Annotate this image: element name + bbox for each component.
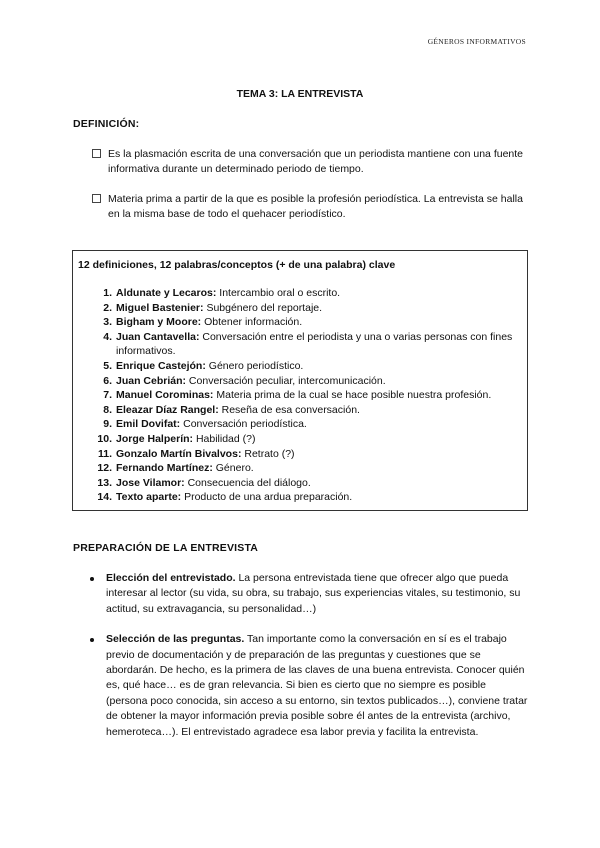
author-name: Texto aparte: <box>116 491 182 504</box>
item-lead: Selección de las preguntas. <box>106 633 245 646</box>
author-definition: Materia prima de la cual se hace posible nuestra profesión. <box>213 389 492 402</box>
author-definition: Conversación peculiar, intercomunicación. <box>186 374 386 387</box>
item-number: 9. <box>103 418 112 431</box>
item-text: La persona entrevistada tiene que ofrecer algo que pueda interesar al lector (su vida, su obra, su trabajo, sus experiencias vitales, su testimonio, su actitud, su extravagancia, su personalidad…) <box>106 572 521 615</box>
author-definition: Producto de una ardua preparación. <box>181 491 353 504</box>
preparation-list <box>90 571 528 755</box>
author-name: Jorge Halperín: <box>116 432 194 445</box>
item-lead: Elección del entrevistado. <box>106 572 236 584</box>
list-item <box>94 388 524 403</box>
author-name: Juan Cebrián: <box>116 374 187 387</box>
item-text: Tan importante como la conversación en sí es el trabajo previo de documentación y de preparación de las preguntas y cuestiones que se abordarán. De hecho, es la primera de las claves de una buena entrevista. Conocer quién es, qué hace… es de gran relevancia. Si bien es cierto que no siempre es posible (persona poco conocida, sin acceso a su entorno, sin textos publicados…), conviene tratar de obtener la mayor información previa posible sobre él antes de la entrevista (archivo, hemeroteca…). El entrevistado agradece esa labor previa y facilita la entrevista. <box>106 633 528 738</box>
item-number: 3. <box>103 316 112 329</box>
author-definition: Conversación periodística. <box>180 418 307 431</box>
author-definition: Consecuencia del diálogo. <box>184 476 311 489</box>
list-item <box>94 447 524 462</box>
list-item <box>94 403 524 418</box>
list-item <box>90 632 528 740</box>
author-definition: Conversación entre el periodista y una o varias personas con fines informativos. <box>116 330 513 358</box>
definition-heading: DEFINICIÓN: <box>73 118 140 130</box>
author-name: Jose Vilamor: <box>116 476 185 489</box>
list-item <box>90 571 528 617</box>
definition-item <box>92 147 532 177</box>
item-number: 4. <box>103 330 112 343</box>
author-name: Aldunate y Lecaros: <box>116 287 217 299</box>
author-name: Emil Dovifat: <box>116 418 181 431</box>
author-name: Fernando Martínez: <box>116 462 213 475</box>
author-definition: Obtener información. <box>201 316 303 329</box>
list-item <box>94 330 524 359</box>
author-definition: Intercambio oral o escrito. <box>216 287 341 299</box>
list-item <box>94 301 524 316</box>
list-item <box>94 490 524 505</box>
definition-text: Materia prima a partir de la que es posible la profesión periodística. La entrevista se halla en la misma base de todo el quehacer periodístico. <box>108 193 523 220</box>
item-number: 2. <box>103 301 112 314</box>
list-item <box>94 476 524 491</box>
author-name: Bigham y Moore: <box>116 316 202 329</box>
item-number: 11. <box>97 447 112 460</box>
item-number: 12. <box>97 462 112 475</box>
definition-list <box>92 147 532 237</box>
author-name: Eleazar Díaz Rangel: <box>116 403 219 416</box>
author-name: Miguel Bastenier: <box>116 301 204 314</box>
list-item <box>94 374 524 389</box>
list-item <box>94 315 524 330</box>
author-definitions-list <box>94 286 524 505</box>
item-number: 14. <box>97 491 112 504</box>
author-name: Manuel Corominas: <box>116 389 214 402</box>
list-item <box>94 461 524 476</box>
author-name: Gonzalo Martín Bivalvos: <box>116 447 242 460</box>
definitions-box <box>72 250 528 511</box>
checkbox-icon <box>92 149 101 158</box>
list-item <box>94 359 524 374</box>
definition-text: Es la plasmación escrita de una conversación que un periodista mantiene con una fuente informativa durante un determinado periodo de tiempo. <box>108 148 524 175</box>
preparation-heading: PREPARACIÓN DE LA ENTREVISTA <box>73 542 259 554</box>
list-item <box>94 417 524 432</box>
bullet-icon <box>90 638 94 642</box>
item-number: 8. <box>103 403 112 416</box>
item-number: 5. <box>103 359 112 372</box>
author-definition: Género. <box>212 462 254 475</box>
item-number: 13. <box>97 476 112 489</box>
list-item <box>94 432 524 447</box>
definition-item <box>92 192 532 222</box>
author-definition: Género periodístico. <box>205 359 304 372</box>
author-definition: Reseña de esa conversación. <box>218 403 360 416</box>
bullet-icon <box>90 577 94 581</box>
item-number: 7. <box>103 389 112 402</box>
item-number: 1. <box>103 287 112 299</box>
box-title: 12 definiciones, 12 palabras/conceptos (+ de una palabra) clave <box>78 259 396 271</box>
page-title: TEMA 3: LA ENTREVISTA <box>236 88 364 100</box>
author-definition: Habilidad (?) <box>193 432 256 445</box>
author-definition: Subgénero del reportaje. <box>203 301 323 314</box>
running-header: GÉNEROS INFORMATIVOS <box>427 37 526 46</box>
author-name: Enrique Castejón: <box>116 359 206 372</box>
checkbox-icon <box>92 194 101 203</box>
item-number: 6. <box>103 374 112 387</box>
author-definition: Retrato (?) <box>241 447 295 460</box>
author-name: Juan Cantavella: <box>116 330 200 343</box>
list-item <box>94 286 524 301</box>
item-number: 10. <box>97 432 112 445</box>
